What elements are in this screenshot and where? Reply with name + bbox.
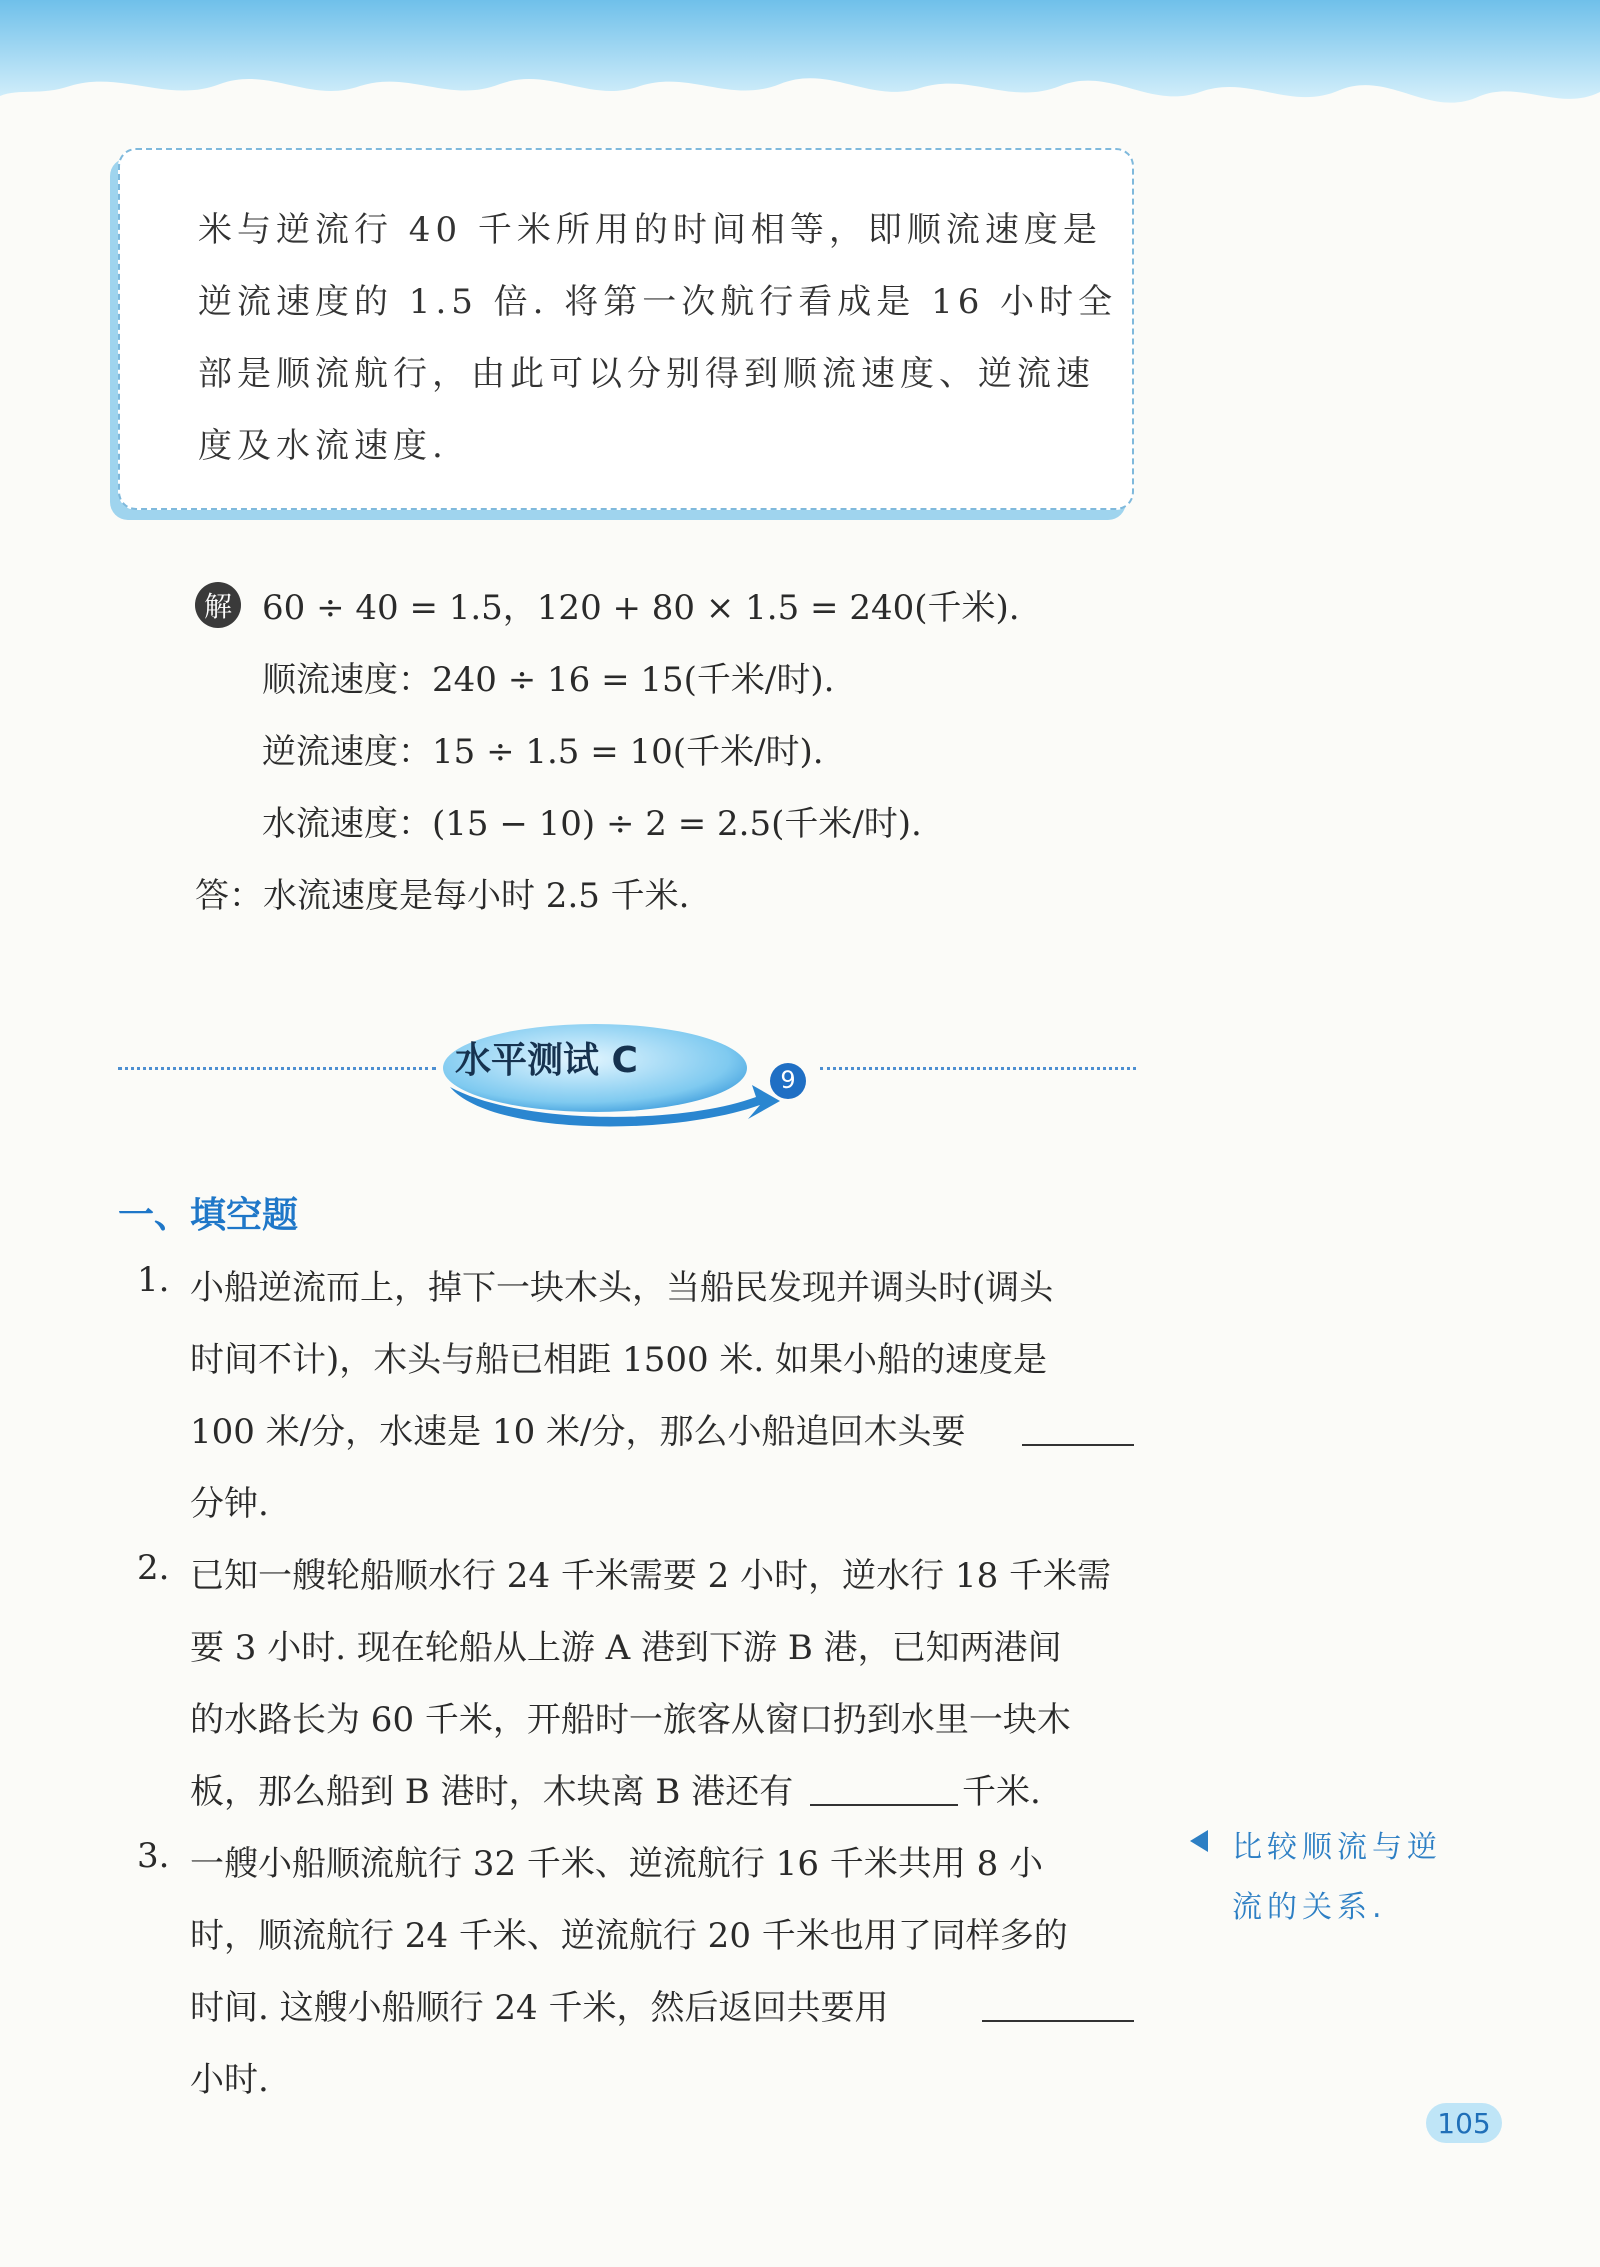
hint-line: 逆流速度的 1.5 倍. 将第一次航行看成是 16 小时全 (198, 282, 1118, 322)
question-line: 的水路长为 60 千米，开船时一旅客从窗口扔到水里一块木 (190, 1700, 1071, 1740)
question-line: 100 米/分，水速是 10 米/分，那么小船追回木头要 (190, 1412, 966, 1452)
question-line: 时，顺流航行 24 千米、逆流航行 20 千米也用了同样多的 (190, 1916, 1068, 1956)
solution-line: 60 ÷ 40 = 1.5，120 + 80 × 1.5 = 240(千米). (262, 588, 1020, 628)
side-note-line: 流的关系. (1232, 1890, 1387, 1925)
solution-badge: 解 (195, 582, 241, 628)
question-line: 要 3 小时. 现在轮船从上游 A 港到下游 B 港，已知两港间 (190, 1628, 1062, 1668)
question-line: 小船逆流而上，掉下一块木头，当船民发现并调头时(调头 (190, 1268, 1054, 1308)
test-banner-title: 水平测试 C (455, 1040, 638, 1081)
triangle-left-icon (1190, 1830, 1208, 1852)
answer-blank[interactable] (982, 2016, 1134, 2022)
question-line: 板，那么船到 B 港时，木块离 B 港还有 (190, 1772, 794, 1812)
question-line: 分钟. (190, 1484, 269, 1524)
solution-line: 顺流速度：240 ÷ 16 = 15(千米/时). (262, 660, 835, 700)
question-line: 时间. 这艘小船顺行 24 千米，然后返回共要用 (190, 1988, 889, 2028)
hint-line: 部是顺流航行，由此可以分别得到顺流速度、逆流速 (198, 354, 1095, 394)
section-title: 一、填空题 (118, 1195, 299, 1236)
side-note-line: 比较顺流与逆 (1232, 1830, 1442, 1865)
question-line: 一艘小船顺流航行 32 千米、逆流航行 16 千米共用 8 小 (190, 1844, 1044, 1884)
hint-line: 度及水流速度. (198, 426, 448, 466)
question-line: 千米. (962, 1772, 1041, 1812)
solution-line: 逆流速度：15 ÷ 1.5 = 10(千米/时). (262, 732, 824, 772)
divider-right (820, 1067, 1136, 1070)
question-line: 小时. (190, 2060, 269, 2100)
divider-left (118, 1067, 436, 1070)
question-line: 时间不计)，木头与船已相距 1500 米. 如果小船的速度是 (190, 1340, 1048, 1380)
solution-answer: 答：水流速度是每小时 2.5 千米. (195, 876, 690, 916)
question-number: 2. (137, 1548, 170, 1588)
answer-blank[interactable] (1022, 1440, 1134, 1446)
question-number: 1. (137, 1260, 170, 1300)
test-banner-number: 9 (780, 1066, 796, 1094)
page-number: 105 (1426, 2103, 1502, 2143)
sky-cloud-banner (0, 0, 1600, 130)
solution-line: 水流速度：(15 − 10) ÷ 2 = 2.5(千米/时). (262, 804, 922, 844)
hint-line: 米与逆流行 40 千米所用的时间相等，即顺流速度是 (198, 210, 1102, 250)
hint-box (118, 148, 1134, 510)
question-line: 已知一艘轮船顺水行 24 千米需要 2 小时，逆水行 18 千米需 (190, 1556, 1112, 1596)
answer-blank[interactable] (810, 1800, 958, 1806)
question-number: 3. (137, 1836, 170, 1876)
